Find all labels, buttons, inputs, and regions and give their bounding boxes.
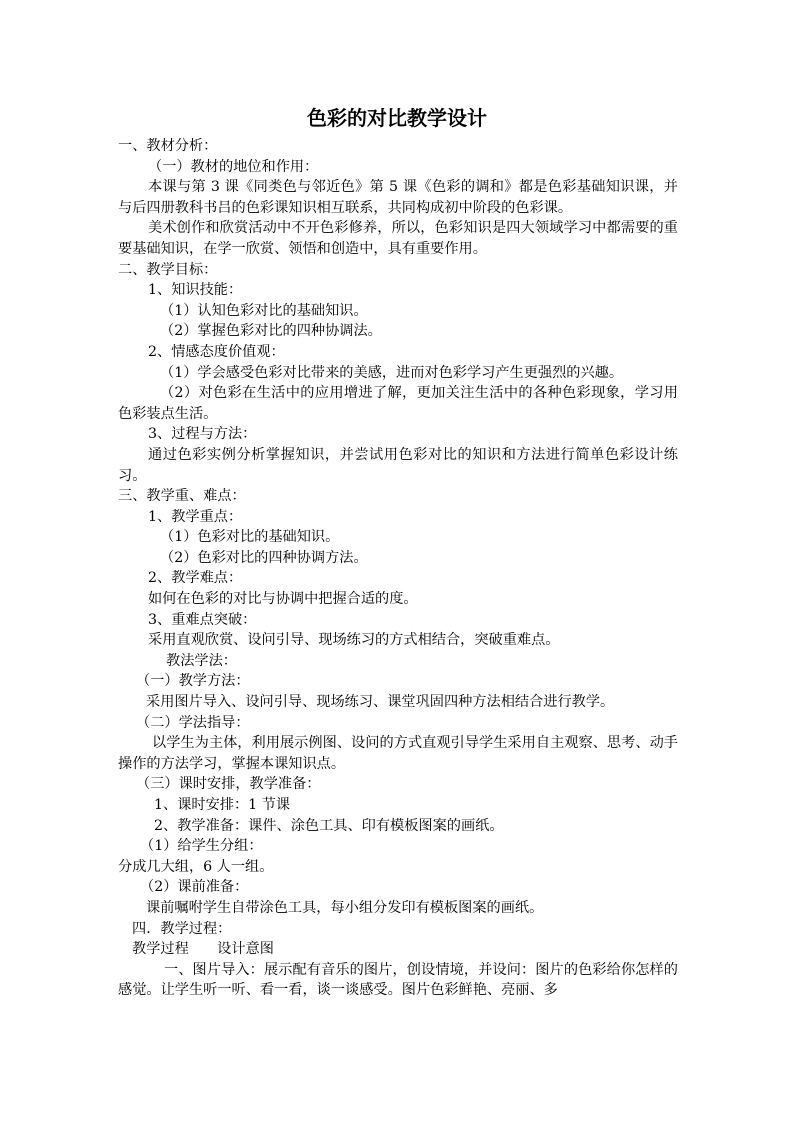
subheading: 3、过程与方法： [148,426,257,443]
subheading: 2、情感态度价值观： [148,343,285,360]
paragraph: 如何在色彩的对比与协调中把握合适的度。 [148,591,418,608]
list-item: （2）课前准备： [140,879,249,896]
table-header: 教学过程 设计意图 [132,941,274,958]
paragraph: 本课与第 3 课《同类色与邻近色》第 5 课《色彩的调和》都是色彩基础知识课，并与后四册教科书吕的色彩课知识相互联系，共同构成初中阶段的色彩课。 [118,179,678,216]
document-title: 色彩的对比教学设计 [307,106,487,130]
subheading: （三）课时安排，教学准备： [136,776,321,793]
subheading: （二）学法指导： [136,714,250,731]
subheading: 2、教学难点： [148,570,243,587]
subheading: 1、知识技能： [148,282,243,299]
list-item: （1）认知色彩对比的基础知识。 [160,302,368,319]
subheading: 1、教学重点： [148,508,243,525]
subheading: （一）教材的地位和作用： [148,158,319,175]
paragraph: 分成几大组，6 人一组。 [118,858,274,875]
list-item: （2）对色彩在生活中的应用增进了解，更加关注生活中的各种色彩现象，学习用色彩装点生活。 [118,385,678,422]
heading-1: 一、教材分析： [118,138,218,154]
subheading: 3、重难点突破： [148,611,257,628]
paragraph: 一、图片导入：展示配有音乐的图片，创设情境，并设问：图片的色彩给你怎样的感觉。让学生听一听、看一看，谈一谈感受。图片色彩鲜艳、亮丽、多 [118,961,678,999]
list-item: 2、教学准备：课件、涂色工具、印有模板图案的画纸。 [154,817,504,834]
paragraph: 采用直观欣赏、设问引导、现场练习的方式相结合，突破重难点。 [148,632,560,649]
heading-4: 四．教学过程： [132,920,232,937]
paragraph: 以学生为主体，利用展示例图、设问的方式直观引导学生采用自主观察、思考、动手操作的方法学习，掌握本课知识点。 [118,735,678,772]
document-body [118,136,678,1001]
list-item: （1）色彩对比的基础知识。 [160,529,340,546]
list-item: （1）给学生分组： [140,838,263,855]
paragraph: 通过色彩实例分析掌握知识，并尝试用色彩对比的知识和方法进行简单色彩设计练习。 [118,446,678,484]
list-item: （2）掌握色彩对比的四种协调法。 [160,323,382,340]
heading-2: 二、教学目标： [118,261,218,278]
list-item: （1）学会感受色彩对比带来的美感，进而对色彩学习产生更强烈的兴趣。 [160,364,624,381]
list-item: （2）色彩对比的四种协调方法。 [160,549,368,566]
paragraph: 美术创作和欣赏活动中不开色彩修养，所以，色彩知识是四大领域学习中都需要的重要基础知识，在学一欣赏、领悟和创造中，具有重要作用。 [118,220,678,257]
paragraph: 采用图片导入、设问引导、现场练习、课堂巩固四种方法相结合进行教学。 [146,694,615,711]
list-item: 1、课时安排：1 节课 [154,797,291,813]
paragraph: 课前嘱咐学生自带涂色工具，每小组分发印有模板图案的画纸。 [146,899,544,916]
heading-3: 三、教学重、难点： [118,488,246,505]
subheading: （一）教学方法： [136,673,250,690]
subheading: 教法学法： [166,652,237,669]
